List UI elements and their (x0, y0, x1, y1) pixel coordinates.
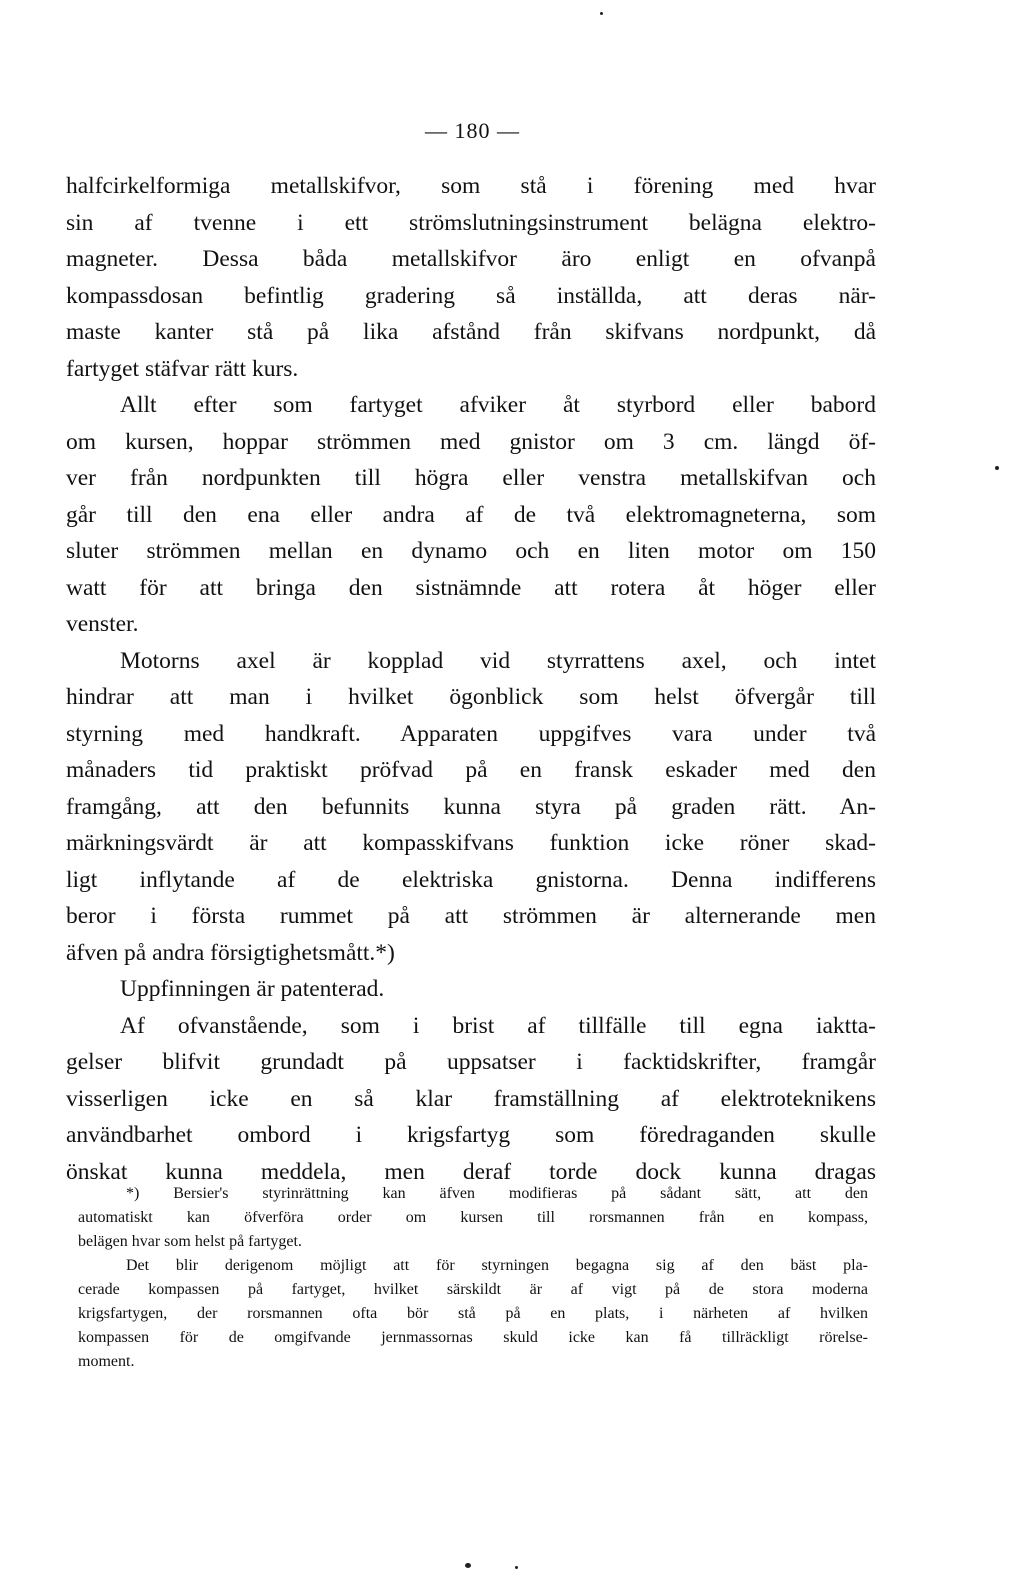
text-line: kompassdosan befintlig gradering så inställda, att deras när- (66, 282, 876, 309)
footnote-line: krigsfartygen, der rorsmannen ofta bör stå på en plats, i närheten af hvilken (78, 1305, 868, 1322)
text-line: fartyget stäfvar rätt kurs. (66, 355, 299, 382)
footnote-line: automatiskt kan öfverföra order om kursen till rorsmannen från en kompass, (78, 1209, 868, 1226)
text-line: watt för att bringa den sistnämnde att rotera åt höger eller (66, 574, 876, 601)
footnote-line: moment. (78, 1353, 135, 1370)
text-line: månaders tid praktiskt pröfvad på en fransk eskader med den (66, 757, 876, 783)
text-line: venster. (66, 611, 139, 637)
text-line: Motorns axel är kopplad vid styrrattens axel, och intet (120, 647, 876, 674)
text-line: magneter. Dessa båda metallskifvor äro enligt en ofvanpå (66, 246, 876, 272)
footnotes (78, 1182, 868, 1374)
text-line: styrning med handkraft. Apparaten uppgifves vara under två (66, 720, 876, 747)
text-line: beror i första rummet på att strömmen är alternerande men (66, 903, 876, 929)
text-line: äfven på andra försigtighetsmått.*) (66, 939, 395, 966)
text-line: önskat kunna meddela, men deraf torde dock kunna dragas (66, 1158, 876, 1185)
footnote-line: cerade kompassen på fartyget, hvilket särskildt är af vigt på de stora moderna (78, 1281, 868, 1298)
text-line: sluter strömmen mellan en dynamo och en liten motor om 150 (66, 538, 876, 564)
print-speck (995, 466, 999, 470)
footnote-line: kompassen för de omgifvande jernmassornas skuld icke kan få tillräckligt rörelse- (78, 1329, 868, 1346)
text-line: märkningsvärdt är att kompasskifvans funktion icke röner skad- (66, 830, 876, 856)
main-text (66, 168, 876, 1190)
text-line: Af ofvanstående, som i brist af tillfälle till egna iaktta- (120, 1012, 876, 1039)
text-line: ver från nordpunkten till högra eller venstra metallskifvan och (66, 465, 876, 491)
text-line: användbarhet ombord i krigsfartyg som föredraganden skulle (66, 1122, 876, 1148)
page-number: — 180 — (425, 118, 520, 143)
text-line: går till den ena eller andra af de två elektromagneterna, som (66, 501, 876, 528)
text-line: framgång, att den befunnits kunna styra på graden rätt. An- (66, 793, 876, 820)
text-line: sin af tvenne i ett strömslutningsinstrument belägna elektro- (66, 209, 876, 236)
text-line: maste kanter stå på lika afstånd från skifvans nordpunkt, då (66, 319, 876, 345)
text-line: hindrar att man i hvilket ögonblick som helst öfvergår till (66, 684, 876, 710)
text-line: om kursen, hoppar strömmen med gnistor om 3 cm. längd öf- (66, 428, 876, 455)
text-line: Allt efter som fartyget afviker åt styrbord eller babord (120, 392, 876, 418)
text-line: halfcirkelformiga metallskifvor, som stå i förening med hvar (66, 173, 876, 199)
footnote-line: belägen hvar som helst på fartyget. (78, 1233, 302, 1250)
print-speck (515, 1566, 518, 1569)
text-line: ligt inflytande af de elektriska gnistorna. Denna indifferens (66, 866, 876, 893)
footnote-line: Det blir derigenom möjligt att för styrningen begagna sig af den bäst pla- (126, 1257, 868, 1274)
text-line: Uppfinningen är patenterad. (120, 976, 385, 1002)
print-speck (600, 12, 603, 15)
text-line: visserligen icke en så klar framställning af elektroteknikens (66, 1085, 876, 1112)
text-line: gelser blifvit grundadt på uppsatser i facktidskrifter, framgår (66, 1049, 876, 1075)
footnote-line: *) Bersier's styrinrättning kan äfven modifieras på sådant sätt, att den (126, 1185, 868, 1202)
print-speck (465, 1563, 471, 1568)
